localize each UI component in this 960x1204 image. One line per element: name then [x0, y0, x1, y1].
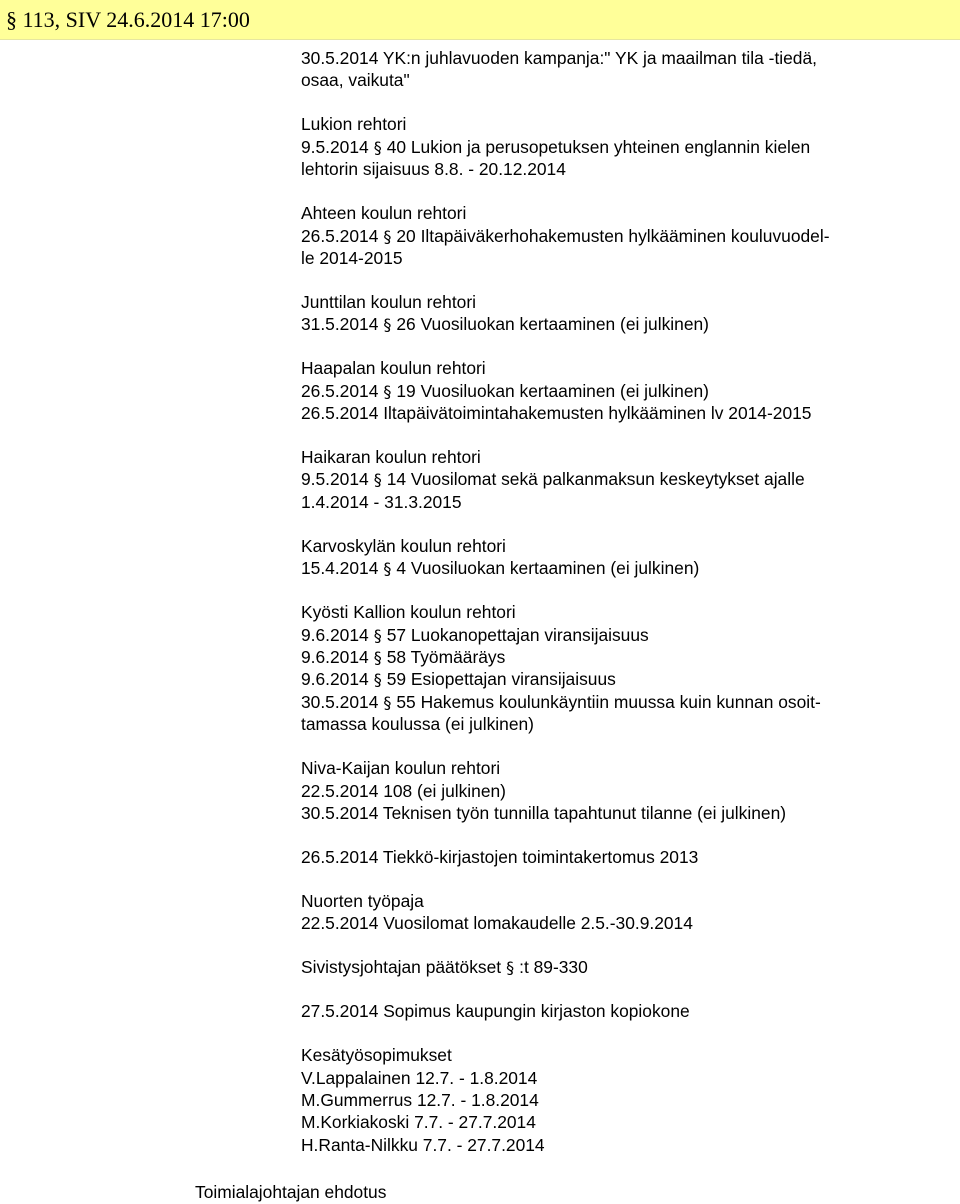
decision-section — [301, 47, 901, 92]
decision-date: 15.4.2014 — [301, 558, 379, 579]
decision-section — [301, 601, 901, 735]
decision-line: 1.4.2014 - 31.3.2015 — [301, 491, 462, 512]
decision-line: Niva-Kaijan koulun rehtori — [301, 758, 501, 779]
decision-line — [301, 956, 901, 978]
decision-line — [301, 136, 901, 158]
decision-line — [301, 225, 901, 247]
decision-number: 19 — [396, 380, 416, 401]
decision-line — [301, 557, 901, 579]
decision-section — [301, 535, 901, 580]
decision-title: Hakemus koulunkäyntiin muussa kuin kunnan osoit- — [420, 691, 821, 712]
decision-number: :t 89-330 — [519, 957, 588, 978]
section-symbol-icon: § — [373, 670, 382, 690]
section-symbol-icon: § — [373, 625, 382, 645]
decision-date: 9.6.2014 — [301, 646, 369, 667]
decision-line: M.Gummerrus 12.7. - 1.8.2014 — [301, 1090, 539, 1110]
decision-section — [301, 1044, 901, 1156]
decision-line: 30.5.2014 Teknisen työn tunnilla tapahtunut tilanne (ei julkinen) — [301, 802, 787, 823]
decision-date: 9.5.2014 — [301, 469, 369, 490]
section-symbol-icon: § — [373, 137, 382, 157]
decision-line: 26.5.2014 Tiekkö-kirjastojen toimintakertomus 2013 — [301, 846, 699, 867]
decision-section — [301, 113, 901, 180]
header-title: § 113, SIV 24.6.2014 17:00 — [6, 7, 250, 32]
decision-date: 9.6.2014 — [301, 669, 369, 690]
decision-line — [301, 313, 901, 335]
decision-section — [301, 890, 901, 935]
decision-line: Kyösti Kallion koulun rehtori — [301, 602, 516, 623]
decision-line — [301, 668, 901, 690]
decision-title: Työmääräys — [410, 646, 506, 667]
decision-prefix: Sivistysjohtajan päätökset — [301, 957, 502, 978]
decision-section — [301, 446, 901, 513]
decision-number: 57 — [386, 624, 407, 645]
section-symbol-icon: § — [506, 958, 515, 978]
decision-number: 26 — [396, 314, 416, 335]
decision-title: Vuosiluokan kertaaminen (ei julkinen) — [410, 558, 700, 579]
decision-title: Esiopettajan viransijaisuus — [410, 669, 616, 690]
decision-line: Haikaran koulun rehtori — [301, 447, 481, 468]
decision-number: 20 — [396, 225, 416, 246]
decision-line — [301, 691, 901, 713]
decision-line: le 2014-2015 — [301, 247, 403, 268]
decision-number: 14 — [386, 469, 407, 490]
decision-number: 4 — [396, 558, 407, 579]
section-symbol-icon: § — [383, 381, 392, 401]
section-symbol-icon: § — [383, 559, 392, 579]
decision-date: 26.5.2014 — [301, 380, 379, 401]
decision-line: 27.5.2014 Sopimus kaupungin kirjaston kopiokone — [301, 1001, 690, 1022]
decision-line: Haapalan koulun rehtori — [301, 358, 486, 379]
decision-line: M.Korkiakoski 7.7. - 27.7.2014 — [301, 1112, 536, 1133]
decision-title: Vuosiluokan kertaaminen (ei julkinen) — [420, 380, 709, 401]
decision-line: tamassa koulussa (ei julkinen) — [301, 714, 534, 735]
decision-line — [301, 468, 901, 490]
decision-date: 9.5.2014 — [301, 136, 369, 157]
decision-line: Karvoskylän koulun rehtori — [301, 535, 506, 556]
decision-section — [301, 1000, 901, 1022]
decision-section — [301, 202, 901, 269]
footer-label: Toimialajohtajan ehdotus — [195, 1182, 387, 1202]
decision-line: Lukion rehtori — [301, 114, 407, 135]
decision-line — [301, 624, 901, 646]
decision-line: Ahteen koulun rehtori — [301, 203, 467, 224]
decision-date: 30.5.2014 — [301, 691, 379, 712]
section-symbol-icon: § — [383, 226, 392, 246]
decision-line — [301, 646, 901, 668]
decision-number: 40 — [386, 136, 407, 157]
decision-line: osaa, vaikuta" — [301, 70, 410, 91]
decision-line: Nuorten työpaja — [301, 890, 424, 911]
decision-section — [301, 846, 901, 868]
section-symbol-icon: § — [383, 315, 392, 335]
decisions-list — [301, 47, 901, 1178]
decision-line: 22.5.2014 Vuosilomat lomakaudelle 2.5.-30.9.2014 — [301, 913, 693, 934]
decision-line — [301, 380, 901, 402]
decision-section — [301, 757, 901, 824]
header-bar — [0, 0, 960, 40]
decision-number: 55 — [396, 691, 416, 712]
decision-date: 26.5.2014 — [301, 225, 379, 246]
decision-date: 31.5.2014 — [301, 314, 379, 335]
decision-number: 58 — [386, 646, 407, 667]
decision-line: Kesätyösopimukset — [301, 1045, 452, 1066]
decision-line: H.Ranta-Nilkku 7.7. - 27.7.2014 — [301, 1134, 545, 1155]
decision-title: Luokanopettajan viransijaisuus — [410, 624, 649, 645]
decision-number: 59 — [386, 669, 407, 690]
decision-title: Iltapäiväkerhohakemusten hylkääminen kouluvuodel- — [420, 225, 830, 246]
decision-title: Vuosilomat sekä palkanmaksun keskeytykset ajalle — [410, 469, 805, 490]
decision-section — [301, 956, 901, 978]
section-symbol-icon: § — [373, 470, 382, 490]
decision-title: Vuosiluokan kertaaminen (ei julkinen) — [420, 314, 709, 335]
decision-line: V.Lappalainen 12.7. - 1.8.2014 — [301, 1067, 538, 1088]
decision-section — [301, 291, 901, 336]
decision-line: 26.5.2014 Iltapäivätoimintahakemusten hylkääminen lv 2014-2015 — [301, 403, 812, 424]
decision-line: 22.5.2014 108 (ei julkinen) — [301, 780, 506, 801]
decision-line: 30.5.2014 YK:n juhlavuoden kampanja:" YK ja maailman tila -tiedä, — [301, 48, 817, 68]
section-symbol-icon: § — [373, 647, 382, 667]
decision-date: 9.6.2014 — [301, 624, 369, 645]
decision-section — [301, 357, 901, 424]
decision-line: lehtorin sijaisuus 8.8. - 20.12.2014 — [301, 159, 566, 180]
decision-line: Junttilan koulun rehtori — [301, 291, 476, 312]
decision-title: Lukion ja perusopetuksen yhteinen englannin kielen — [410, 136, 811, 157]
section-symbol-icon: § — [383, 692, 392, 712]
